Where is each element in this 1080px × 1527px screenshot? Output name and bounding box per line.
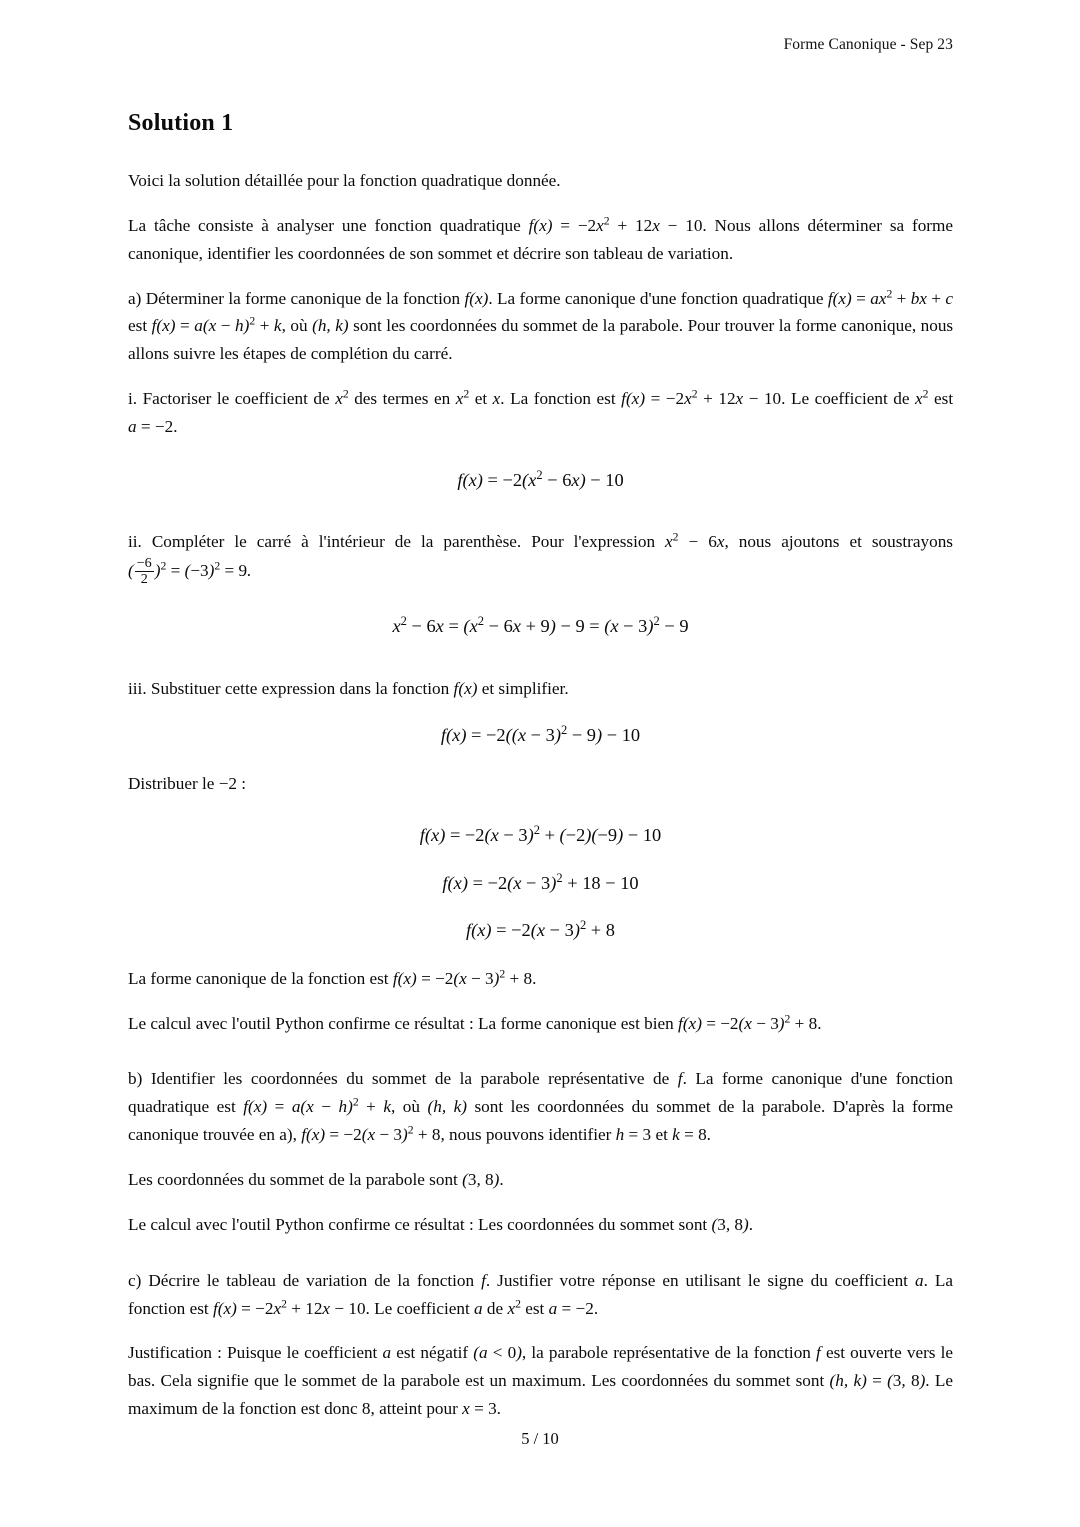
paragraph-python-check-1: [128, 1010, 953, 1038]
canon-lead: La forme canonique de la fonction est: [128, 968, 393, 988]
iii-lead: iii. Substituer cette expression dans la fonction: [128, 678, 454, 698]
paragraph-step-iii: [128, 675, 953, 703]
inline-fx-expanded: $f(x) = -2x^2 + 12x - 10$: [621, 387, 782, 409]
inline-fx-iii: f(x): [453, 678, 478, 698]
c-mid3: . Le coefficient: [365, 1298, 475, 1318]
paragraph-vertex: [128, 1166, 953, 1194]
task-tail: . Nous allons déterminer sa forme canonique, identifier les coordonnées de son sommet et décrire son tableau de variation.: [128, 215, 954, 263]
paragraph-a: [128, 285, 953, 369]
b-mid2: sont les coordonnées du sommet de la parabole. D'après la forme canonique trouvée en a),: [128, 1097, 953, 1145]
display-equation-iii: $f(x) = -2((x - 3)^2 - 9) - 10$: [440, 723, 641, 746]
just-mid2: , la parabole représentative de la fonction: [521, 1343, 817, 1363]
task-lead: La tâche consiste à analyser une fonction quadratique: [128, 215, 529, 235]
b-mid1: . La forme canonique d'une fonction quadratique est: [128, 1069, 953, 1117]
inline-x2-b: $x^2$: [455, 387, 470, 409]
inline-f-just: f: [816, 1343, 821, 1363]
display-equation-group-distribute: [128, 822, 953, 945]
running-head: Forme Canonique - Sep 23: [783, 36, 953, 53]
inline-f-c: f: [481, 1270, 486, 1290]
just-mid3: est ouverte vers le bas. Cela signifie que le sommet de la parabole est un maximum. Les coordonnées du sommet sont: [128, 1343, 954, 1391]
python2-lead: Le calcul avec l'outil Python confirme ce résultat : Les coordonnées du sommet sont: [128, 1214, 712, 1234]
a-est: est: [128, 316, 152, 336]
just-lead: Justification : Puisque le coefficient: [128, 1343, 383, 1363]
inline-fx-a: f(x): [464, 288, 489, 308]
iii-tail: et simplifier.: [477, 678, 569, 698]
inline-canonical-form: $f(x) = a(x - h)^2 + k$: [151, 314, 282, 336]
ii-mid: , nous ajoutons et soustrayons: [724, 532, 953, 552]
paragraph-canonical-result: [128, 965, 953, 993]
paragraph-python-check-2: [128, 1211, 953, 1239]
display-equation-i: $f(x) = -2(x^2 - 6x) - 10$: [457, 467, 624, 490]
c-mid2: . La fonction est: [128, 1270, 953, 1318]
paragraph-b: [128, 1065, 953, 1149]
c-est: est: [520, 1298, 549, 1318]
python-end: .: [817, 1013, 822, 1033]
inline-canonical-found: $f(x) = -2(x - 3)^2 + 8$: [301, 1123, 441, 1145]
a-lead: a) Déterminer la forme canonique de la fonction: [128, 288, 465, 308]
a-tail: sont les coordonnées du sommet de la parabole. Pour trouver la forme canonique, nous allons suivre les étapes de complétion du carré.: [128, 316, 954, 364]
display-equation-d1: $f(x) = -2(x - 3)^2 + (-2)(-9) - 10$: [419, 822, 662, 845]
i-end: .: [173, 417, 178, 437]
paragraph-justification: [128, 1339, 953, 1423]
b-et: et: [651, 1125, 673, 1145]
b-end: .: [706, 1125, 711, 1145]
display-equation-d3: $f(x) = -2(x - 3)^2 + 8$: [466, 918, 615, 941]
inline-hk-equals: (h, k) = (3, 8): [829, 1371, 926, 1391]
inline-fx-c: $f(x) = -2x^2 + 12x - 10$: [212, 1296, 366, 1318]
python2-end: .: [748, 1214, 754, 1234]
i-est: est: [928, 389, 954, 409]
intro-text: Voici la solution détaillée pour la fonction quadratique donnée.: [128, 171, 561, 190]
i-mid1: des termes en: [348, 389, 456, 409]
inline-a-negative: (a < 0): [473, 1343, 522, 1363]
inline-hk-a: (h, k): [312, 316, 349, 336]
inline-vertex-coords-2: (3, 8): [711, 1214, 749, 1234]
just-mid1: est négatif: [391, 1343, 474, 1363]
i-lead: i. Factoriser le coefficient de: [128, 389, 336, 409]
inline-expr-x2-6x: $x^2 - 6x$: [665, 530, 725, 552]
inline-k-value: k = 8: [672, 1125, 707, 1145]
inline-x-equals-3: x = 3: [462, 1399, 497, 1419]
inline-a-value-c: a = −2: [548, 1298, 594, 1318]
just-end: .: [496, 1399, 501, 1419]
ii-lead: ii. Compléter le carré à l'intérieur de la parenthèse. Pour l'expression: [128, 532, 666, 552]
inline-fraction-expression: ( $\frac{-6}{2}$ )$^2 = (-3)^2 = 9$.: [128, 555, 252, 588]
inline-equation-task: $f(x) = -2x^2 + 12x - 10$: [528, 214, 703, 235]
b-lead: b) Identifier les coordonnées du sommet de la parabole représentative de: [128, 1069, 678, 1089]
b-mid3: , nous pouvons identifier: [440, 1125, 616, 1145]
inline-x-a: x: [492, 389, 501, 409]
page-title: Solution 1: [128, 110, 234, 136]
inline-python-result: $f(x) = -2(x - 3)^2 + 8$: [678, 1011, 818, 1033]
inline-f-b: f: [677, 1069, 683, 1089]
display-equation-d2: $f(x) = -2(x - 3)^2 + 18 - 10$: [442, 870, 639, 893]
paragraph-step-i: [128, 385, 953, 441]
i-et: et: [469, 389, 493, 409]
fraction-minus-six-over-two: [135, 556, 154, 587]
a-mid: . La forme canonique d'une fonction quadratique: [488, 288, 828, 308]
fraction-numerator: −6: [136, 555, 152, 572]
inline-x2-a: $x^2$: [335, 387, 349, 409]
inline-hk-b: (h, k): [427, 1097, 467, 1117]
inline-a-just: a: [382, 1343, 392, 1363]
document-body: [128, 110, 953, 1440]
i-mid2: . La fonction est: [500, 389, 622, 409]
display-equation-ii: $x^2 - 6x = (x^2 - 6x + 9) - 9 = (x - 3)^2 - 9$: [392, 613, 689, 636]
canon-end: .: [532, 968, 537, 988]
paragraph-intro: [128, 167, 953, 195]
page-number: 5 / 10: [521, 1429, 559, 1448]
inline-x2-c2: $x^2$: [507, 1296, 521, 1318]
inline-h-value: h = 3: [615, 1125, 652, 1145]
c-lead: c) Décrire le tableau de variation de la fonction: [128, 1270, 482, 1290]
fraction-denominator: 2: [140, 571, 148, 588]
python-lead: Le calcul avec l'outil Python confirme ce résultat : La forme canonique est bien: [128, 1013, 679, 1033]
i-mid3: . Le coefficient de: [781, 389, 916, 409]
inline-a-c: a: [914, 1270, 924, 1290]
a-where: , où: [281, 316, 313, 336]
paragraph-c: [128, 1267, 953, 1323]
paragraph-task: [128, 212, 953, 268]
inline-canonical-result: $f(x) = -2(x - 3)^2 + 8$: [392, 967, 533, 988]
just-mid4: . Le maximum de la fonction est donc 8, atteint pour: [128, 1371, 953, 1419]
c-de: de: [482, 1298, 508, 1318]
inline-a-value: a = −2: [128, 417, 174, 437]
c-end: .: [593, 1298, 599, 1318]
inline-canonical-form-b: $f(x) = a(x - h)^2 + k$: [243, 1095, 391, 1117]
inline-vertex-coords: (3, 8): [462, 1170, 500, 1190]
vertex-lead: Les coordonnées du sommet de la parabole sont: [128, 1170, 463, 1190]
inline-general-quadratic: $f(x) = ax^2$ + bx + c: [827, 286, 953, 308]
paragraph-step-ii: [128, 528, 953, 586]
paragraph-distribute: [128, 770, 953, 798]
inline-a-c2: a: [474, 1298, 483, 1318]
distribute-text: Distribuer le −2 :: [128, 774, 247, 794]
b-where: , où: [391, 1097, 428, 1117]
inline-x2-c: $x^2$: [915, 387, 929, 409]
c-mid1: . Justifier votre réponse en utilisant le signe du coefficient: [485, 1270, 915, 1290]
vertex-end: .: [499, 1170, 504, 1190]
